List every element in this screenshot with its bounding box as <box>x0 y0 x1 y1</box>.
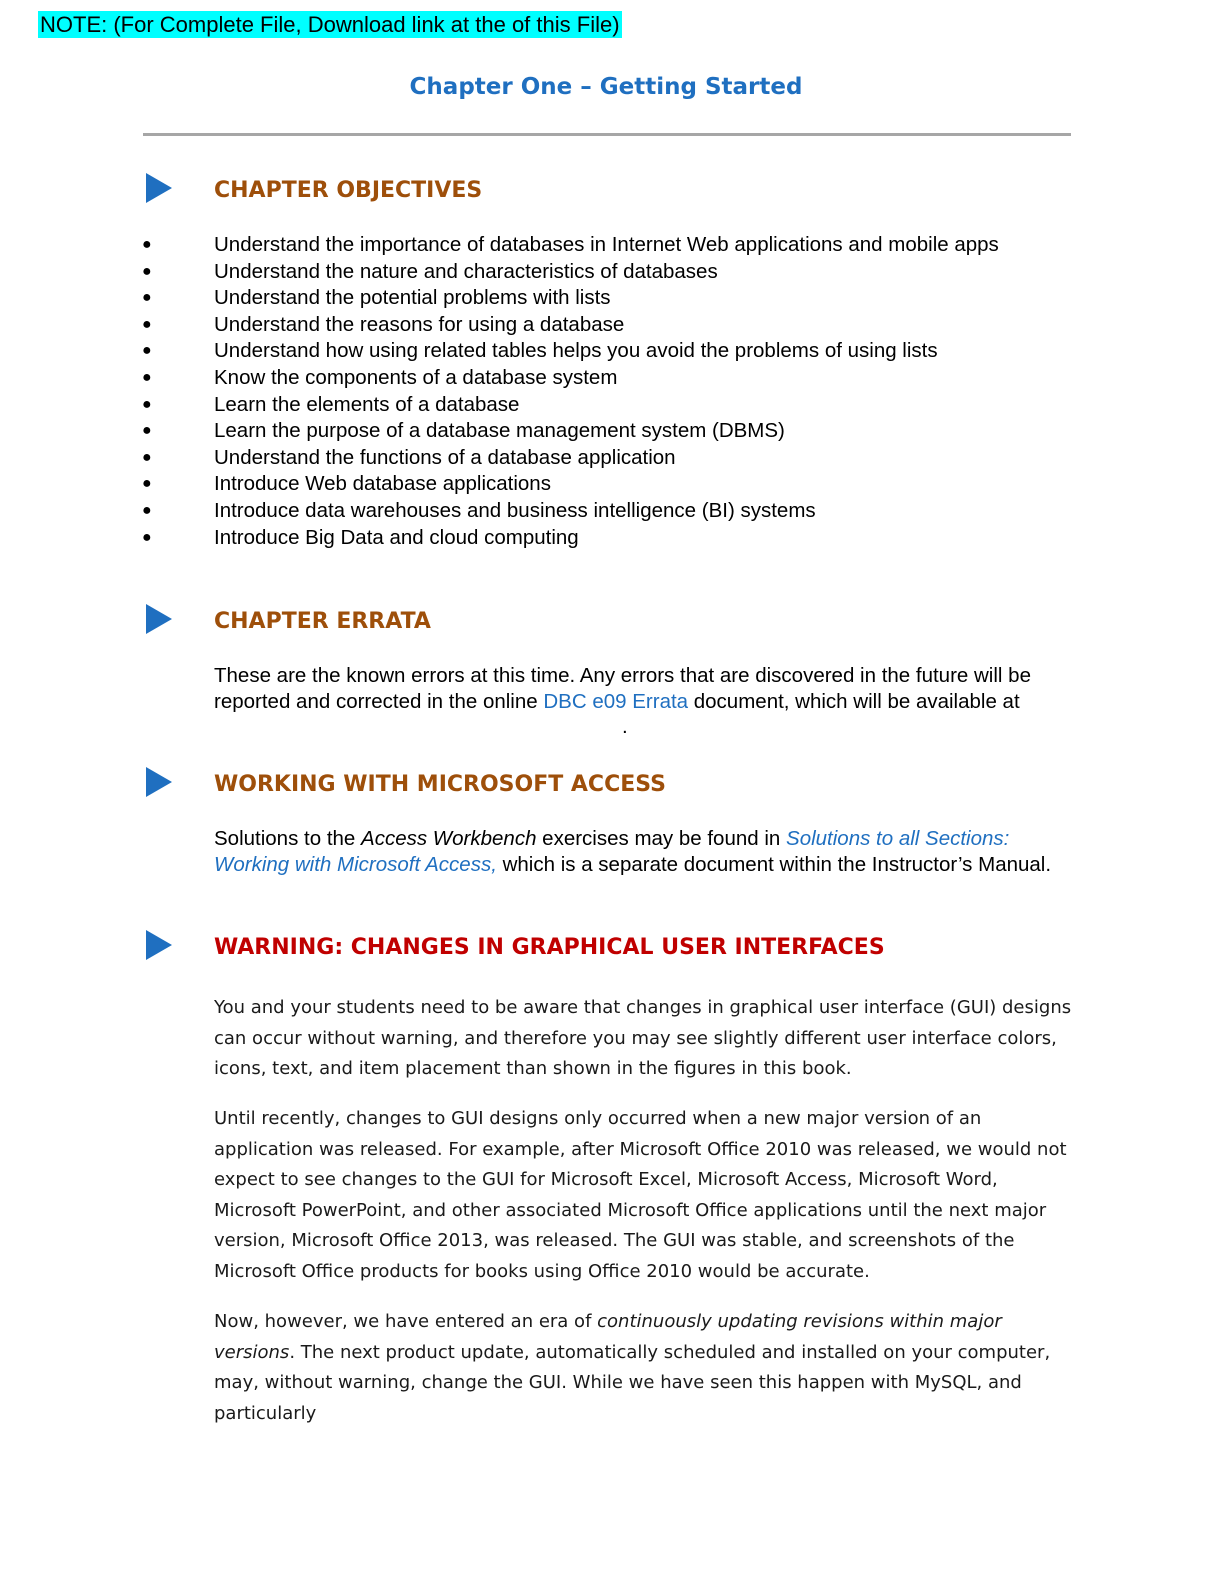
objective-text: Introduce Web database applications <box>214 472 551 496</box>
bullet-icon: ● <box>142 422 152 440</box>
bullet-icon: ● <box>142 501 152 519</box>
warning-p3-after: . The next product update, automatically scheduled and installed on your computer, may, without warning, change the GUI. While we have seen this happen with MySQL, and particularly <box>214 1341 1051 1424</box>
bullet-icon: ● <box>142 395 152 413</box>
bullet-icon: ● <box>142 342 152 360</box>
access-italic: Access Workbench <box>361 827 537 850</box>
access-heading: WORKING WITH MICROSOFT ACCESS <box>214 772 666 797</box>
bullet-icon: ● <box>142 262 152 280</box>
objective-text: Introduce data warehouses and business intelligence (BI) systems <box>214 498 816 522</box>
objective-text: Understand how using related tables helps you avoid the problems of using lists <box>214 339 938 363</box>
bullet-icon: ● <box>142 475 152 493</box>
bullet-icon: ● <box>142 236 152 253</box>
warning-heading: WARNING: CHANGES IN GRAPHICAL USER INTERFACES <box>214 935 885 960</box>
errata-link[interactable]: DBC e09 Errata <box>543 689 689 713</box>
section-arrow-icon <box>146 173 172 203</box>
objective-text: Learn the purpose of a database management system (DBMS) <box>214 419 785 443</box>
access-text-after: which is a separate document within the Instructor’s Manual. <box>496 852 1052 876</box>
bullet-icon: ● <box>142 315 152 333</box>
section-arrow-icon <box>146 767 172 797</box>
section-arrow-icon <box>146 604 172 634</box>
warning-p3-before: Now, however, we have entered an era of <box>214 1311 598 1332</box>
access-solutions-link[interactable]: Solutions to all Sections: Working with Microsoft Access, <box>214 827 1010 876</box>
warning-p3-italic: continuously updating revisions within major versions <box>214 1311 1002 1363</box>
objective-text: Understand the functions of a database application <box>214 445 676 469</box>
bullet-icon: ● <box>142 289 152 307</box>
warning-paragraph-3 <box>214 1307 1076 1429</box>
objective-text: Learn the elements of a database <box>214 392 520 416</box>
access-paragraph <box>214 826 1074 877</box>
title-divider <box>143 133 1071 136</box>
section-arrow-icon <box>146 930 172 960</box>
objective-text: Understand the nature and characteristics of databases <box>214 259 718 283</box>
warning-paragraph-2: Until recently, changes to GUI designs only occurred when a new major version of an application was released. For example, after Microsoft Office 2010 was released, we would not expect to see changes to the GUI for Microsoft Excel, Microsoft Access, Microsoft Word, Microsoft PowerPoint, and other associated Microsoft Office applications until the next major version, Microsoft Office 2013, was released. The GUI was stable, and screenshots of the Microsoft Office products for books using Office 2010 would be accurate. <box>214 1108 1067 1282</box>
errata-end-period: . <box>622 715 628 738</box>
access-text-middle: exercises may be found in <box>536 827 787 850</box>
chapter-title: Chapter One – Getting Started <box>409 74 803 100</box>
objective-text: Understand the potential problems with lists <box>214 286 611 310</box>
errata-paragraph <box>214 663 1074 740</box>
errata-text-after: document, which will be available at <box>688 689 1020 713</box>
objective-text: Understand the importance of databases in Internet Web applications and mobile apps <box>214 233 999 256</box>
bullet-icon: ● <box>142 528 152 546</box>
objectives-heading: CHAPTER OBJECTIVES <box>214 178 483 203</box>
errata-text-before: These are the known errors at this time. Any errors that are discovered in the future will be reported and corrected in the online <box>214 664 1031 713</box>
access-text-before: Solutions to the <box>214 827 362 850</box>
objective-text: Introduce Big Data and cloud computing <box>214 525 579 549</box>
bullet-icon: ● <box>142 368 152 386</box>
objective-text: Understand the reasons for using a database <box>214 312 625 336</box>
bullet-icon: ● <box>142 448 152 466</box>
errata-heading: CHAPTER ERRATA <box>214 609 431 634</box>
download-note: NOTE: (For Complete File, Download link at the of this File) <box>40 12 620 37</box>
warning-paragraph-1: You and your students need to be aware that changes in graphical user interface (GUI) designs can occur without warning, and therefore you may see slightly different user interface colors, icons, text, and item placement than shown in the figures in this book. <box>214 997 1072 1079</box>
objective-text: Know the components of a database system <box>214 365 618 389</box>
